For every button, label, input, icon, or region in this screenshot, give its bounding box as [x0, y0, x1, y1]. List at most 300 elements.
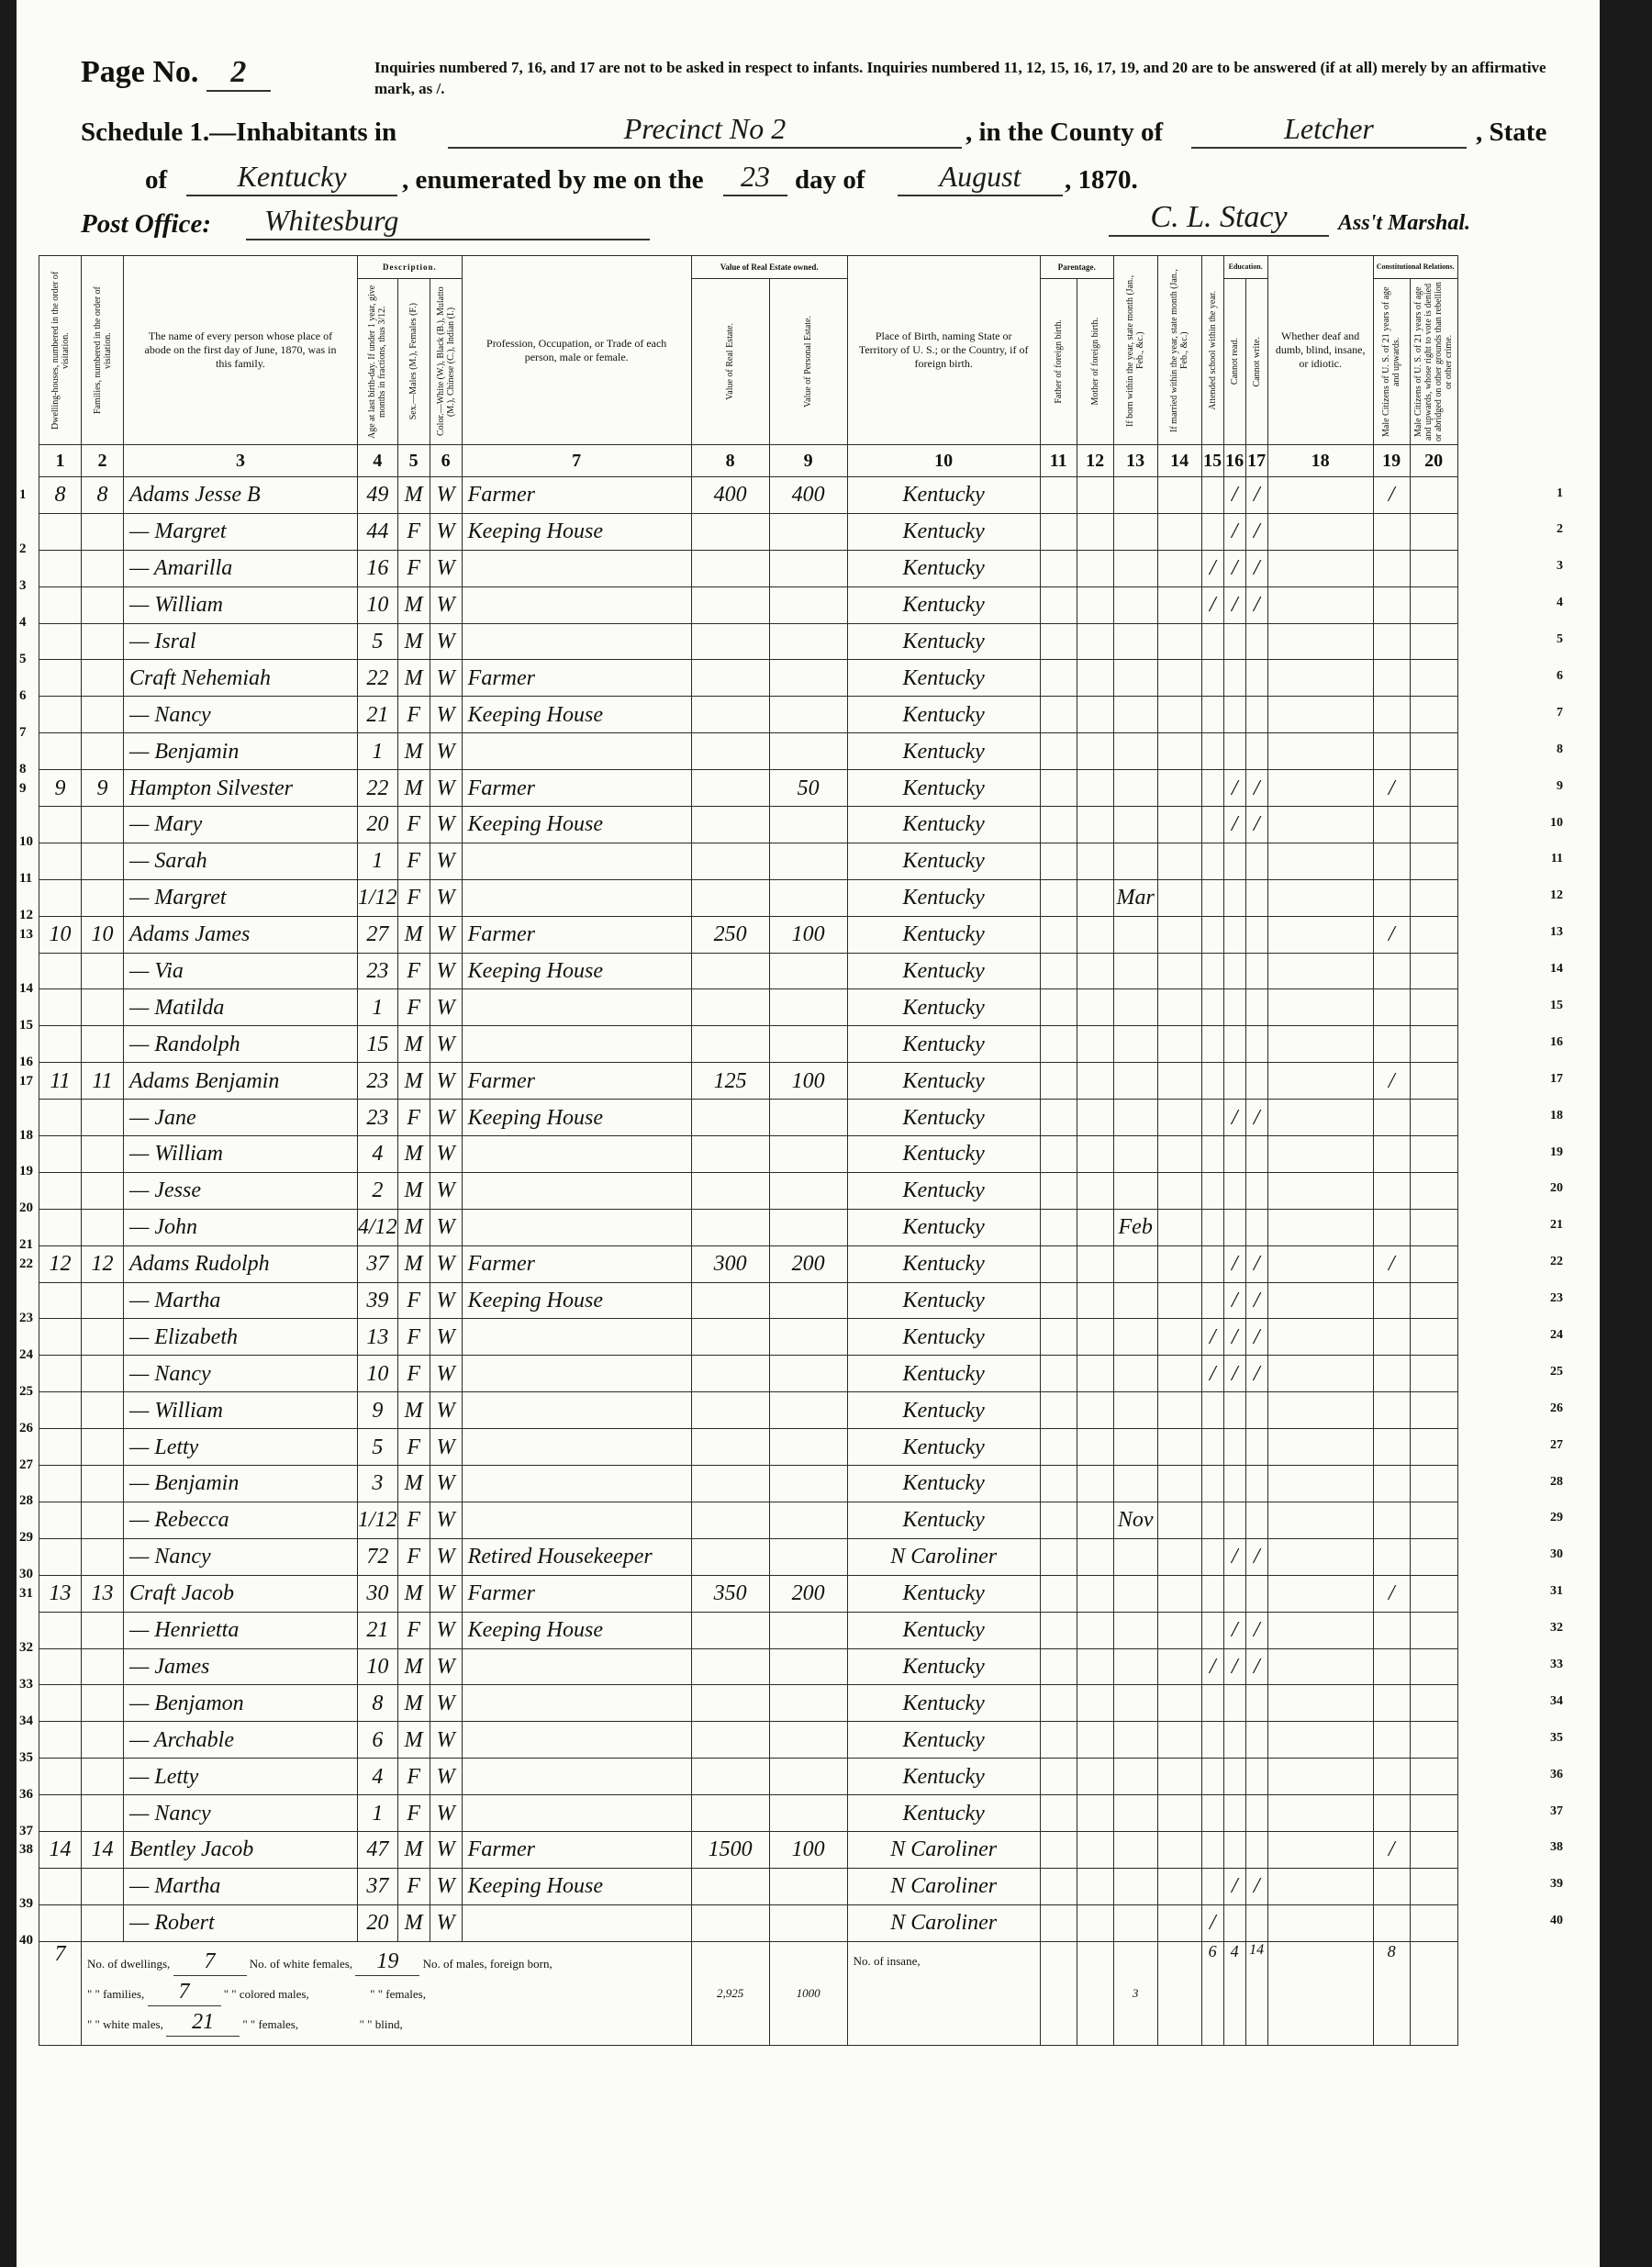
married-within-year	[1157, 1282, 1201, 1319]
sex: M	[397, 1392, 430, 1429]
mother-foreign	[1077, 1904, 1113, 1941]
family-number: 8	[82, 477, 124, 514]
line-number: 36	[19, 1786, 33, 1802]
deaf-blind-insane	[1267, 1904, 1373, 1941]
personal-estate-value	[769, 1392, 847, 1429]
married-within-year	[1157, 989, 1201, 1026]
occupation: Keeping House	[462, 807, 691, 843]
vote-denied	[1410, 586, 1457, 623]
right-line-number: 11	[1550, 852, 1563, 866]
line-number: 5	[19, 652, 27, 666]
line-number: 29	[19, 1530, 33, 1546]
personal-estate-value	[769, 1172, 847, 1209]
personal-estate-value	[769, 1136, 847, 1173]
personal-estate-value	[769, 1795, 847, 1832]
col-header-10: Place of Birth, naming State or Territory of U. S.; or the Country, if of foreign birth.	[847, 256, 1040, 445]
col-header-5: Sex.—Males (M.), Females (F.)	[397, 279, 430, 445]
mother-foreign	[1077, 1172, 1113, 1209]
line-number: 15	[19, 1017, 33, 1033]
right-line-number: 25	[1550, 1364, 1563, 1379]
census-sheet	[17, 0, 1600, 2267]
person-name: — Nancy	[124, 1795, 358, 1832]
table-row	[39, 807, 1458, 843]
father-foreign	[1040, 1538, 1077, 1575]
sum-write-total: 14	[1245, 1941, 1267, 2045]
column-number: 9	[769, 445, 847, 477]
column-number: 11	[1040, 445, 1077, 477]
line-number: 32	[19, 1640, 33, 1656]
cannot-read	[1223, 1575, 1245, 1612]
male-citizen-21	[1373, 1795, 1410, 1832]
column-number: 8	[691, 445, 769, 477]
male-citizen-21	[1373, 1026, 1410, 1063]
table-row	[39, 697, 1458, 733]
occupation	[462, 1429, 691, 1466]
sex: F	[397, 1612, 430, 1648]
mother-foreign	[1077, 953, 1113, 989]
sex: M	[397, 1063, 430, 1100]
dwelling-number	[19, 807, 82, 850]
line-number: 2	[19, 542, 27, 557]
sum-white-males: 21	[166, 2008, 240, 2037]
line-number: 23	[19, 1311, 33, 1326]
married-within-year	[1157, 513, 1201, 550]
cannot-write: /	[1245, 513, 1267, 550]
personal-estate-value	[769, 513, 847, 550]
born-within-year	[1113, 1063, 1157, 1100]
born-within-year: Feb	[1113, 1209, 1157, 1245]
born-within-year	[1113, 989, 1157, 1026]
real-estate-value	[691, 1722, 769, 1759]
column-number: 4	[358, 445, 398, 477]
born-within-year	[1113, 1685, 1157, 1722]
place-of-birth: Kentucky	[847, 1026, 1040, 1063]
born-within-year	[1113, 953, 1157, 989]
person-name: — Benjamin	[124, 733, 358, 770]
father-foreign	[1040, 1648, 1077, 1685]
person-name: — James	[124, 1648, 358, 1685]
line-number: 30	[19, 1567, 33, 1582]
vote-denied	[1410, 1831, 1457, 1868]
personal-estate-value	[769, 733, 847, 770]
cannot-read: /	[1223, 1356, 1245, 1392]
born-within-year	[1113, 1136, 1157, 1173]
male-citizen-21	[1373, 879, 1410, 916]
cannot-write	[1245, 1831, 1267, 1868]
person-name: — Henrietta	[124, 1612, 358, 1648]
married-within-year	[1157, 1063, 1201, 1100]
mother-foreign	[1077, 1868, 1113, 1904]
column-number: 5	[397, 445, 430, 477]
table-row	[39, 1319, 1458, 1356]
real-estate-value	[691, 1904, 769, 1941]
age: 1/12	[358, 879, 398, 916]
right-line-number: 35	[1550, 1730, 1563, 1745]
attended-school	[1201, 1538, 1223, 1575]
attended-school	[1201, 1502, 1223, 1538]
table-row	[39, 1868, 1458, 1904]
male-citizen-21	[1373, 1429, 1410, 1466]
right-line-number: 39	[1550, 1877, 1563, 1892]
married-within-year	[1157, 1172, 1201, 1209]
dwelling-number	[19, 733, 82, 776]
occupation	[462, 1685, 691, 1722]
dwelling-value: 10	[49, 922, 72, 947]
born-within-year	[1113, 770, 1157, 807]
vote-denied	[1410, 1795, 1457, 1832]
cannot-write: /	[1245, 770, 1267, 807]
right-line-number: 19	[1550, 1145, 1563, 1159]
color: W	[430, 1575, 462, 1612]
sum-families: 7	[148, 1978, 221, 2006]
table-row	[39, 1100, 1458, 1136]
attended-school	[1201, 623, 1223, 660]
real-estate-value	[691, 1100, 769, 1136]
real-estate-value	[691, 1429, 769, 1466]
married-within-year	[1157, 1026, 1201, 1063]
age: 1	[358, 843, 398, 879]
attended-school	[1201, 1209, 1223, 1245]
vote-denied	[1410, 1429, 1457, 1466]
dwelling-number	[19, 1795, 82, 1838]
dwelling-number	[19, 1356, 82, 1399]
born-within-year	[1113, 1795, 1157, 1832]
cannot-write	[1245, 733, 1267, 770]
cannot-read: /	[1223, 550, 1245, 586]
line-number: 21	[19, 1237, 33, 1253]
table-row	[39, 733, 1458, 770]
father-foreign	[1040, 1466, 1077, 1502]
mother-foreign	[1077, 586, 1113, 623]
age: 22	[358, 770, 398, 807]
attended-school	[1201, 1429, 1223, 1466]
cannot-read	[1223, 1904, 1245, 1941]
color: W	[430, 1722, 462, 1759]
table-row	[39, 1904, 1458, 1941]
cannot-write	[1245, 1063, 1267, 1100]
age: 21	[358, 1612, 398, 1648]
color: W	[430, 1795, 462, 1832]
family-number	[82, 1722, 124, 1759]
born-within-year	[1113, 1100, 1157, 1136]
right-line-number: 20	[1550, 1181, 1563, 1196]
dwelling-number	[19, 953, 82, 997]
vote-denied	[1410, 1685, 1457, 1722]
cannot-write	[1245, 843, 1267, 879]
mother-foreign	[1077, 1722, 1113, 1759]
col-header-7: Profession, Occupation, or Trade of each person, male or female.	[462, 256, 691, 445]
person-name: — Margret	[124, 513, 358, 550]
age: 3	[358, 1466, 398, 1502]
vote-denied	[1410, 1245, 1457, 1282]
father-foreign	[1040, 1831, 1077, 1868]
sex: M	[397, 1722, 430, 1759]
dwelling-number	[19, 1722, 82, 1765]
real-estate-value	[691, 513, 769, 550]
married-within-year	[1157, 1795, 1201, 1832]
cannot-write	[1245, 1172, 1267, 1209]
cannot-write	[1245, 1392, 1267, 1429]
occupation	[462, 1722, 691, 1759]
male-citizen-21: /	[1373, 1575, 1410, 1612]
sum-families-label: " " families,	[87, 1986, 145, 2001]
cannot-read	[1223, 1136, 1245, 1173]
cannot-read: /	[1223, 477, 1245, 514]
vote-denied	[1410, 879, 1457, 916]
line-number: 37	[19, 1823, 33, 1838]
person-name: — Nancy	[124, 1538, 358, 1575]
sex: F	[397, 989, 430, 1026]
place-of-birth: Kentucky	[847, 623, 1040, 660]
person-name: — Jesse	[124, 1172, 358, 1209]
personal-estate-value	[769, 697, 847, 733]
attended-school	[1201, 1795, 1223, 1832]
right-line-number: 33	[1550, 1658, 1563, 1671]
age: 10	[358, 1648, 398, 1685]
family-number	[82, 1172, 124, 1209]
sum-read-total: 4	[1223, 1941, 1245, 2045]
married-within-year	[1157, 1831, 1201, 1868]
deaf-blind-insane	[1267, 807, 1373, 843]
summary-row	[39, 1941, 1458, 2045]
vote-denied	[1410, 1282, 1457, 1319]
cannot-read: /	[1223, 1282, 1245, 1319]
table-row	[39, 1429, 1458, 1466]
line-number: 39	[19, 1896, 33, 1912]
table-row	[39, 1063, 1458, 1100]
color: W	[430, 623, 462, 660]
color: W	[430, 586, 462, 623]
family-number	[82, 1868, 124, 1904]
right-line-number: 1	[1557, 486, 1563, 500]
father-foreign	[1040, 586, 1077, 623]
personal-estate-value	[769, 843, 847, 879]
cannot-write	[1245, 1136, 1267, 1173]
place-value: Precinct No 2	[448, 112, 962, 149]
dwelling-number	[19, 1172, 82, 1216]
age: 44	[358, 513, 398, 550]
personal-estate-value	[769, 989, 847, 1026]
place-of-birth: Kentucky	[847, 1648, 1040, 1685]
deaf-blind-insane	[1267, 1538, 1373, 1575]
person-name: — Nancy	[124, 697, 358, 733]
male-citizen-21: /	[1373, 477, 1410, 514]
occupation: Keeping House	[462, 1612, 691, 1648]
vote-denied	[1410, 807, 1457, 843]
family-number	[82, 1538, 124, 1575]
column-number: 2	[82, 445, 124, 477]
attended-school	[1201, 1831, 1223, 1868]
deaf-blind-insane	[1267, 1392, 1373, 1429]
occupation	[462, 843, 691, 879]
attended-school: /	[1201, 1319, 1223, 1356]
vote-denied	[1410, 1502, 1457, 1538]
dwelling-number	[19, 1575, 82, 1612]
age: 5	[358, 1429, 398, 1466]
occupation: Keeping House	[462, 1100, 691, 1136]
attended-school	[1201, 1245, 1223, 1282]
vote-denied	[1410, 1612, 1457, 1648]
father-foreign	[1040, 1282, 1077, 1319]
cannot-read: /	[1223, 1648, 1245, 1685]
dwelling-number	[19, 1831, 82, 1868]
cannot-read	[1223, 916, 1245, 953]
right-line-number: 24	[1550, 1327, 1563, 1342]
color: W	[430, 1502, 462, 1538]
cannot-read: /	[1223, 770, 1245, 807]
mother-foreign	[1077, 1100, 1113, 1136]
personal-estate-value: 200	[769, 1575, 847, 1612]
occupation: Keeping House	[462, 697, 691, 733]
vote-denied	[1410, 770, 1457, 807]
family-number	[82, 733, 124, 770]
age: 23	[358, 1063, 398, 1100]
cannot-write	[1245, 1759, 1267, 1795]
right-line-number: 38	[1550, 1840, 1563, 1855]
deaf-blind-insane	[1267, 660, 1373, 697]
male-citizen-21	[1373, 1356, 1410, 1392]
col-header-16: Cannot read.	[1223, 279, 1245, 445]
family-number	[82, 1466, 124, 1502]
mother-foreign	[1077, 1245, 1113, 1282]
real-estate-value	[691, 1648, 769, 1685]
mother-foreign	[1077, 477, 1113, 514]
sex: M	[397, 916, 430, 953]
father-foreign	[1040, 550, 1077, 586]
vote-denied	[1410, 550, 1457, 586]
color: W	[430, 550, 462, 586]
family-number	[82, 1136, 124, 1173]
male-citizen-21	[1373, 1502, 1410, 1538]
real-estate-value	[691, 1795, 769, 1832]
born-within-year	[1113, 1904, 1157, 1941]
cannot-read: /	[1223, 1538, 1245, 1575]
cannot-write	[1245, 953, 1267, 989]
male-citizen-21	[1373, 1172, 1410, 1209]
cannot-read	[1223, 733, 1245, 770]
personal-estate-value	[769, 1538, 847, 1575]
header-row-groups	[39, 256, 1458, 279]
column-number: 16	[1223, 445, 1245, 477]
vote-denied	[1410, 1136, 1457, 1173]
father-foreign	[1040, 1759, 1077, 1795]
deaf-blind-insane	[1267, 1356, 1373, 1392]
family-number: 9	[82, 770, 124, 807]
color: W	[430, 843, 462, 879]
married-within-year	[1157, 697, 1201, 733]
line-number: 19	[19, 1164, 33, 1179]
vote-denied	[1410, 843, 1457, 879]
sex: F	[397, 1502, 430, 1538]
born-within-year	[1113, 1319, 1157, 1356]
cannot-read	[1223, 623, 1245, 660]
sex: M	[397, 660, 430, 697]
person-name: — Robert	[124, 1904, 358, 1941]
attended-school	[1201, 1466, 1223, 1502]
father-foreign	[1040, 1319, 1077, 1356]
attended-school	[1201, 733, 1223, 770]
sex: F	[397, 1282, 430, 1319]
personal-estate-value	[769, 1466, 847, 1502]
attended-school	[1201, 916, 1223, 953]
sex: M	[397, 1466, 430, 1502]
family-number: 13	[82, 1575, 124, 1612]
right-line-number: 31	[1550, 1584, 1563, 1599]
mother-foreign	[1077, 1136, 1113, 1173]
line-number: 17	[19, 1073, 33, 1089]
table-row	[39, 1209, 1458, 1245]
father-foreign	[1040, 660, 1077, 697]
place-of-birth: Kentucky	[847, 697, 1040, 733]
married-within-year	[1157, 879, 1201, 916]
attended-school: /	[1201, 1356, 1223, 1392]
line-number: 40	[19, 1933, 33, 1949]
occupation	[462, 1356, 691, 1392]
attended-school	[1201, 1392, 1223, 1429]
col-header-1: Dwelling-houses, numbered in the order of visitation.	[39, 256, 82, 445]
mother-foreign	[1077, 1502, 1113, 1538]
dwelling-number	[19, 1466, 82, 1509]
line-number: 6	[19, 687, 27, 703]
vote-denied	[1410, 1392, 1457, 1429]
married-within-year	[1157, 733, 1201, 770]
attended-school	[1201, 513, 1223, 550]
born-within-year	[1113, 1429, 1157, 1466]
cannot-read: /	[1223, 586, 1245, 623]
deaf-blind-insane	[1267, 953, 1373, 989]
place-of-birth: N Caroliner	[847, 1868, 1040, 1904]
deaf-blind-insane	[1267, 1466, 1373, 1502]
born-within-year	[1113, 660, 1157, 697]
line-number: 16	[19, 1054, 33, 1069]
mother-foreign	[1077, 1575, 1113, 1612]
male-citizen-21	[1373, 1904, 1410, 1941]
occupation: Farmer	[462, 477, 691, 514]
real-estate-value: 400	[691, 477, 769, 514]
family-number	[82, 879, 124, 916]
place-of-birth: Kentucky	[847, 1063, 1040, 1100]
age: 13	[358, 1319, 398, 1356]
cannot-read	[1223, 1795, 1245, 1832]
right-line-number: 30	[1550, 1547, 1563, 1562]
attended-school	[1201, 1282, 1223, 1319]
attended-school	[1201, 1136, 1223, 1173]
male-citizen-21	[1373, 660, 1410, 697]
real-estate-value	[691, 1502, 769, 1538]
father-foreign	[1040, 1172, 1077, 1209]
table-row	[39, 1831, 1458, 1868]
age: 39	[358, 1282, 398, 1319]
occupation	[462, 733, 691, 770]
age: 4	[358, 1136, 398, 1173]
line-number: 4	[19, 615, 27, 631]
cannot-write: /	[1245, 1648, 1267, 1685]
table-row	[39, 1538, 1458, 1575]
mother-foreign	[1077, 1795, 1113, 1832]
married-within-year	[1157, 1722, 1201, 1759]
father-foreign	[1040, 1904, 1077, 1941]
person-name: Adams James	[124, 916, 358, 953]
line-number: 26	[19, 1420, 33, 1435]
male-citizen-21	[1373, 1392, 1410, 1429]
summary-dwellings-count: 7	[39, 1941, 82, 2045]
attended-school	[1201, 1575, 1223, 1612]
line-number: 18	[19, 1127, 33, 1143]
dwelling-value: 12	[49, 1252, 72, 1277]
male-citizen-21	[1373, 1612, 1410, 1648]
married-within-year	[1157, 660, 1201, 697]
inquiries-note: Inquiries numbered 7, 16, and 17 are not to be asked in respect to infants. Inquiries numbered 11, 12, 15, 16, 17, 19, and 20 are to be answered (if at all) merely by an affirmative mark, as /.	[374, 59, 1546, 97]
